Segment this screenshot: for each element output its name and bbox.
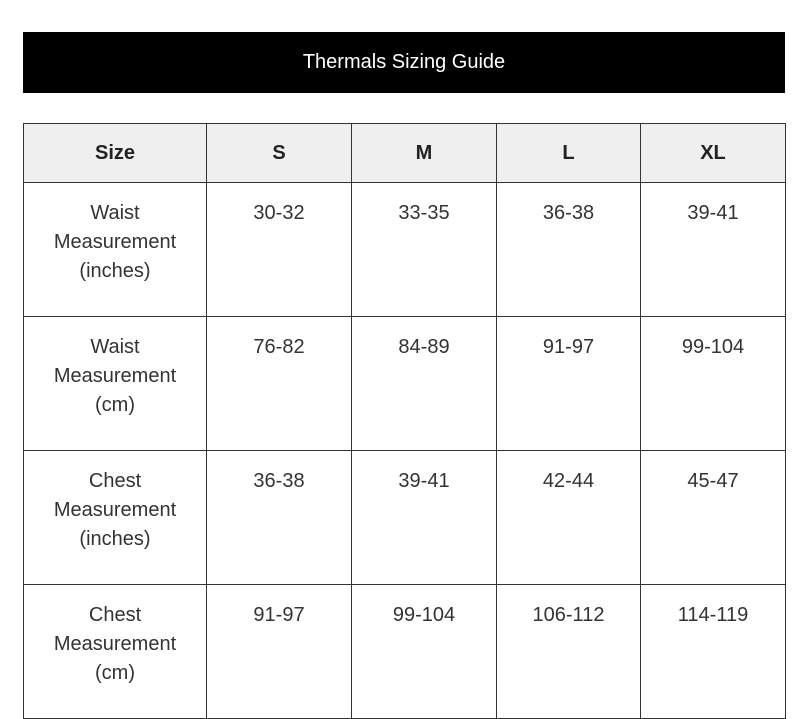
table-cell: 84-89 [352,317,497,451]
header-s: S [207,124,352,183]
page-title-bar [23,32,785,93]
table-cell: 106-112 [497,585,641,719]
table-row [24,451,786,585]
table-cell: 91-97 [207,585,352,719]
table-header-row [24,124,786,183]
row-label-line: Waist [90,336,140,358]
header-xl: XL [641,124,786,183]
sizing-table [23,123,786,719]
row-label [24,317,207,451]
table-cell: 76-82 [207,317,352,451]
row-label-line: (cm) [95,662,135,684]
table-cell: 99-104 [352,585,497,719]
table-cell: 114-119 [641,585,786,719]
row-label-line: Chest [88,604,142,626]
table-cell: 30-32 [207,183,352,317]
row-label-line: Waist [90,202,140,224]
table-row [24,183,786,317]
row-label-line: (cm) [95,394,135,416]
table-cell: 39-41 [641,183,786,317]
row-label-line: (inches) [79,260,151,282]
header-l: L [497,124,641,183]
table-cell: 39-41 [352,451,497,585]
page-title: Thermals Sizing Guide [302,51,506,73]
table-cell: 91-97 [497,317,641,451]
table-row [24,317,786,451]
row-label [24,451,207,585]
header-size: Size [24,124,207,183]
row-label-line: Measurement [53,231,177,253]
row-label-line: Measurement [53,365,177,387]
row-label-line: (inches) [79,528,151,550]
row-label [24,183,207,317]
table-cell: 42-44 [497,451,641,585]
header-m: M [352,124,497,183]
row-label-line: Measurement [53,633,177,655]
table-cell: 36-38 [207,451,352,585]
table-cell: 45-47 [641,451,786,585]
table-cell: 99-104 [641,317,786,451]
row-label [24,585,207,719]
table-row [24,585,786,719]
row-label-line: Chest [88,470,142,492]
table-cell: 33-35 [352,183,497,317]
table-cell: 36-38 [497,183,641,317]
row-label-line: Measurement [53,499,177,521]
